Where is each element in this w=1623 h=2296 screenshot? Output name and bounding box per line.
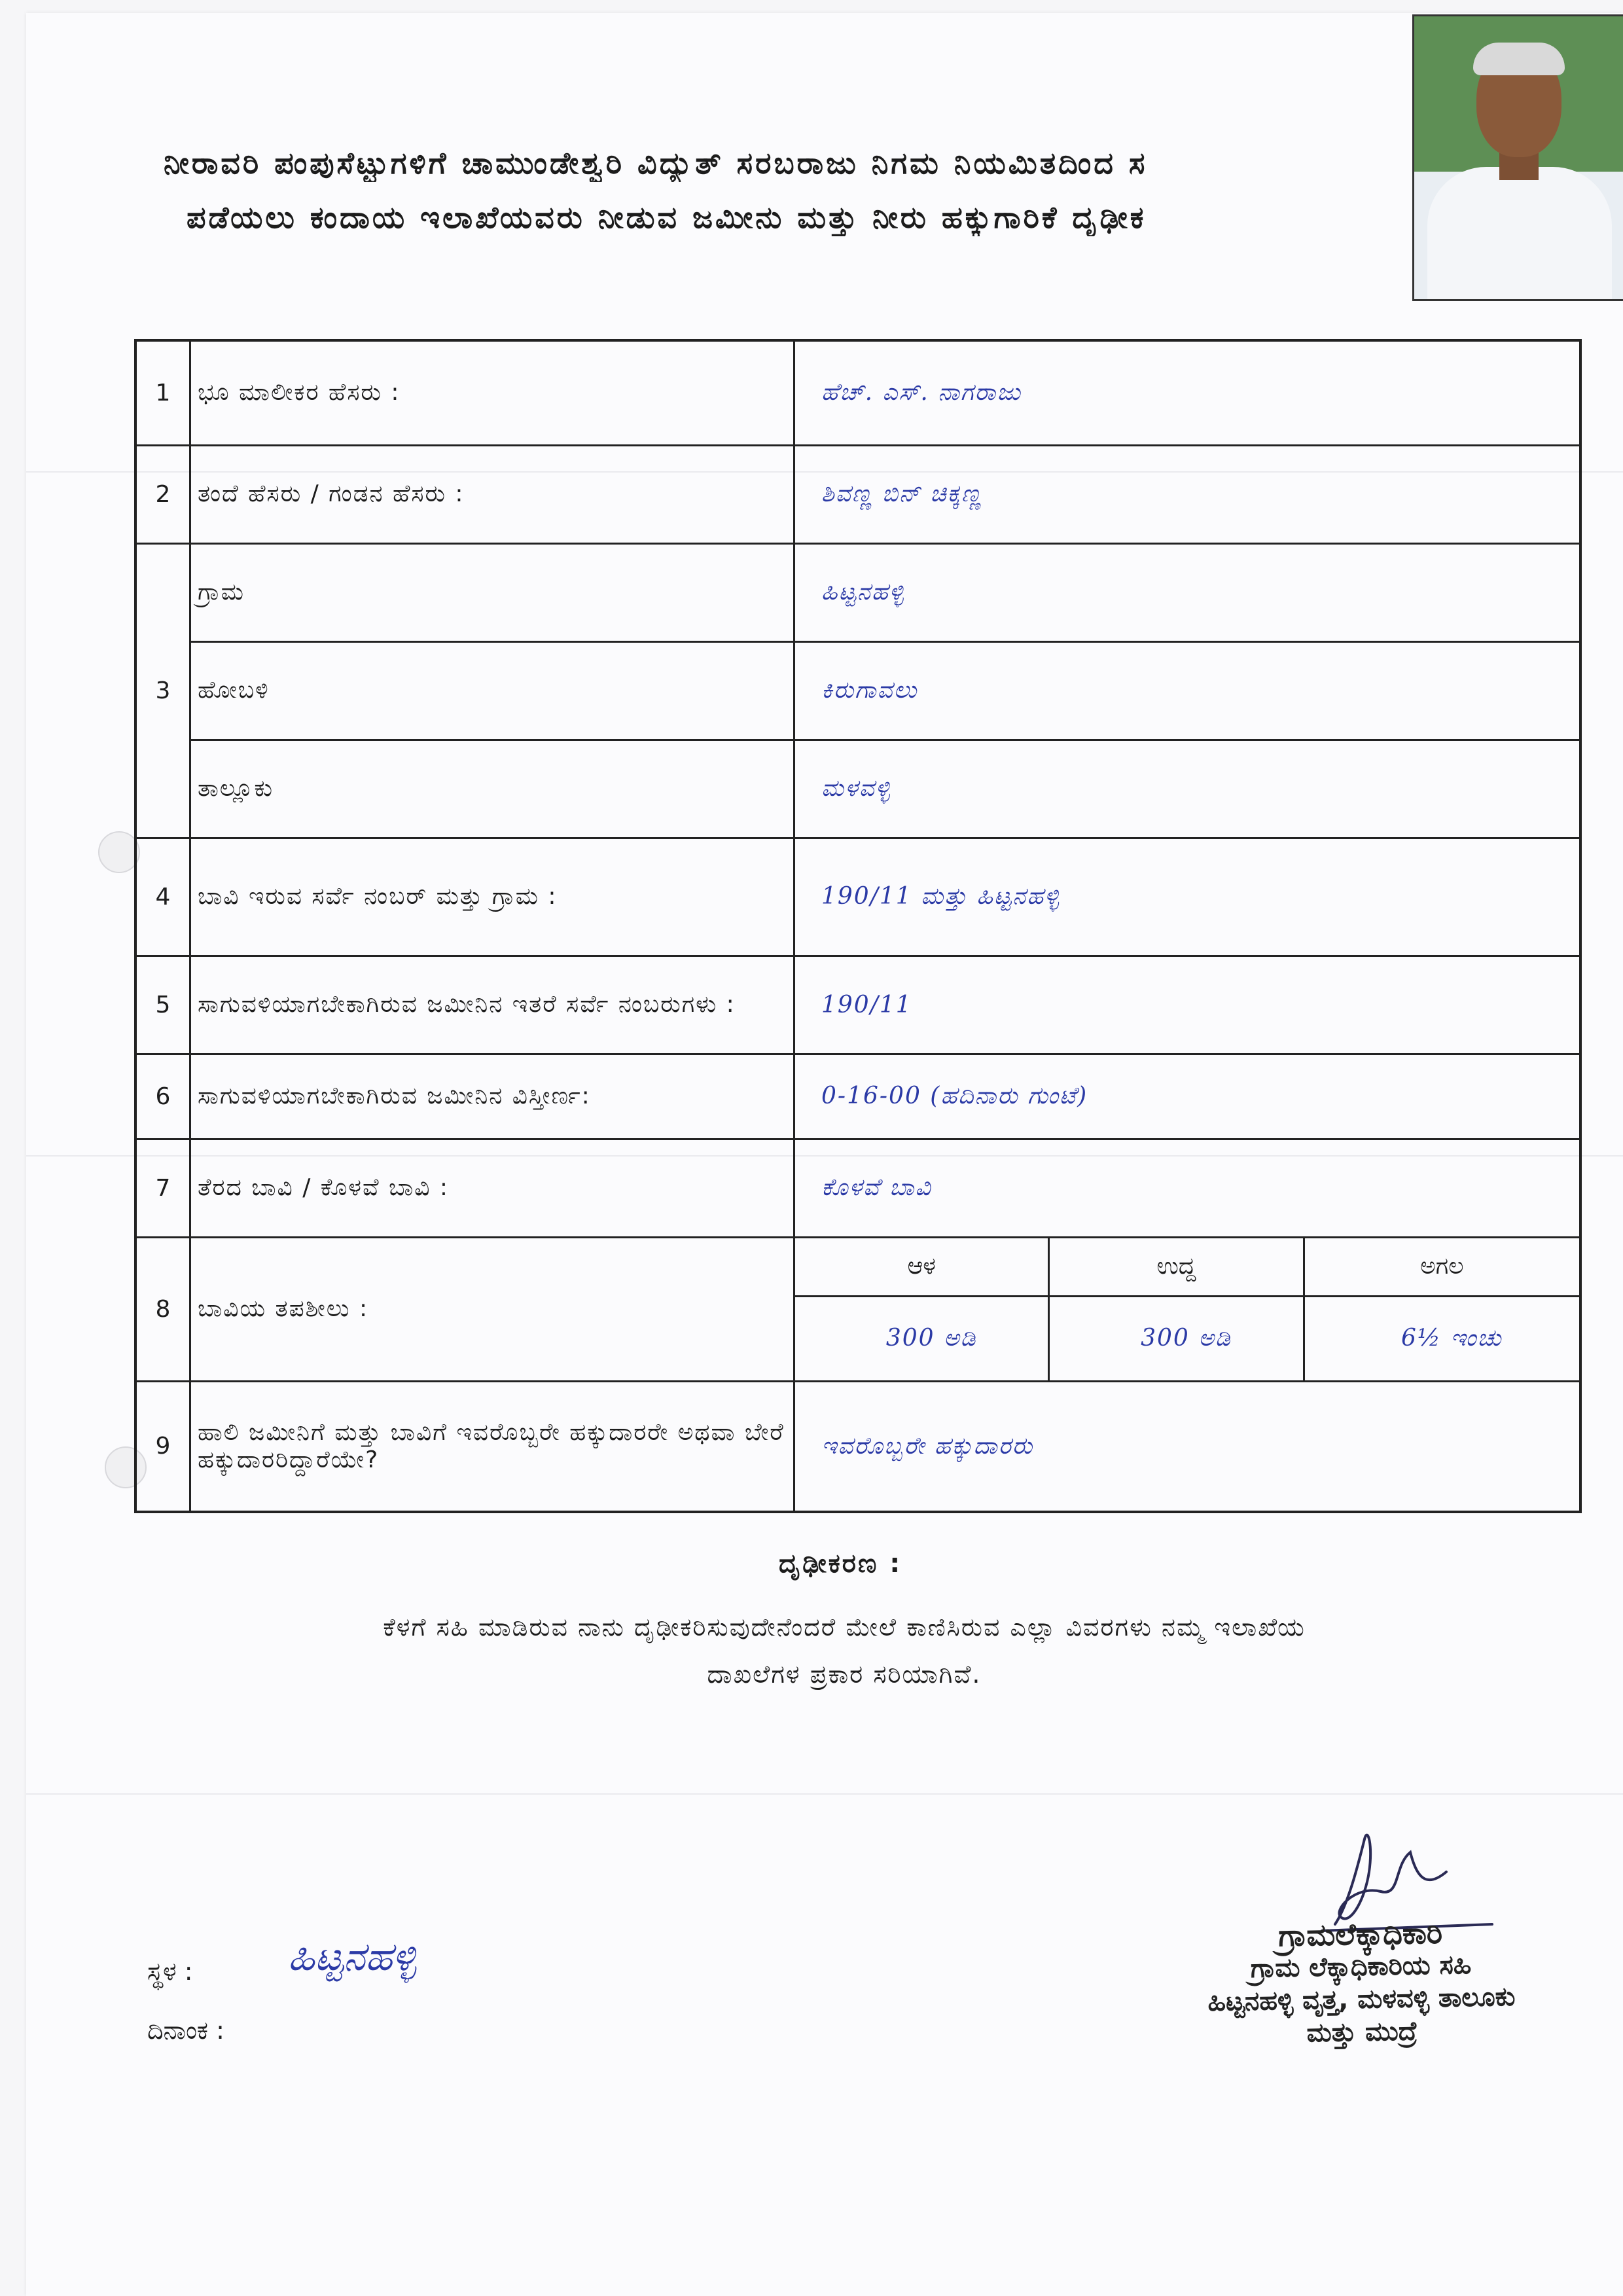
- row-number: 6: [135, 1054, 190, 1139]
- rights-holder-label: ಹಾಲಿ ಜಮೀನಿಗೆ ಮತ್ತು ಬಾವಿಗೆ ಇವರೊಬ್ಬರೇ ಹಕ್ಕುದಾರರೇ ಅಥವಾ ಬೇರೆ ಹಕ್ಕುದಾರರಿದ್ದಾರೆಯೇ?: [190, 1381, 794, 1512]
- stamp-line-4: ಮತ್ತು ಮುದ್ರೆ: [1306, 2016, 1418, 2049]
- certification-line-2: ದಾಖಲೆಗಳ ಪ್ರಕಾರ ಸರಿಯಾಗಿವೆ.: [707, 1660, 982, 1689]
- row-number: 7: [135, 1139, 190, 1237]
- owner-name-value: ಹೆಚ್. ಎಸ್. ನಾಗರಾಜು: [794, 340, 1581, 445]
- table-row: [135, 340, 1580, 445]
- well-survey-value: 190/11 ಮತ್ತು ಹಿಟ್ಟನಹಳ್ಳಿ: [794, 838, 1581, 956]
- stamp-line-3: ಹಿಟ್ಟನಹಳ್ಳಿ ವೃತ್ತ, ಮಳವಳ್ಳಿ ತಾಲೂಕು: [1207, 1981, 1516, 2018]
- width-header: ಅಗಲ: [1304, 1237, 1580, 1296]
- table-row: [135, 445, 1580, 543]
- place-value: ಹಿಟ್ಟನಹಳ್ಳಿ: [288, 1934, 417, 1980]
- width-value: 6½ ಇಂಚು: [1304, 1296, 1580, 1381]
- stamp-line-1: ಗ್ರಾಮಲೆಕ್ಕಾಧಿಕಾರಿ: [1277, 1914, 1443, 1954]
- well-type-label: ತೆರದ ಬಾವಿ / ಕೊಳವೆ ಬಾವಿ :: [190, 1139, 794, 1237]
- table-row: [135, 1139, 1580, 1237]
- length-value: 300 ಅಡಿ: [1049, 1296, 1304, 1381]
- stamp-line-2: ಗ್ರಾಮ ಲೆಕ್ಕಾಧಿಕಾರಿಯ ಸಹಿ: [1250, 1950, 1472, 1984]
- place-label: ಸ್ಥಳ :: [147, 1957, 193, 1986]
- date-label: ದಿನಾಂಕ :: [147, 2016, 224, 2045]
- table-row: [135, 740, 1580, 838]
- depth-header: ಆಳ: [794, 1237, 1049, 1296]
- row-number: 4: [135, 838, 190, 956]
- table-row: [135, 838, 1580, 956]
- father-name-value: ಶಿವಣ್ಣ ಬಿನ್ ಚಿಕ್ಕಣ್ಣ: [794, 445, 1581, 543]
- row-number: 8: [135, 1237, 190, 1381]
- row-number: 3: [135, 543, 190, 838]
- row-number: 5: [135, 956, 190, 1054]
- owner-name-label: ಭೂ ಮಾಲೀಕರ ಹೆಸರು :: [190, 340, 794, 445]
- well-details-label: ಬಾವಿಯ ತಪಶೀಲು :: [190, 1237, 794, 1381]
- table-row: [135, 641, 1580, 740]
- table-row: [135, 956, 1580, 1054]
- officer-stamp: [1137, 1914, 1584, 2053]
- certification-body: [196, 1604, 1492, 1698]
- village-label: ಗ್ರಾಮ: [190, 543, 794, 641]
- land-water-rights-table: [134, 339, 1582, 1513]
- well-type-value: ಕೊಳವೆ ಬಾವಿ: [794, 1139, 1581, 1237]
- taluk-label: ತಾಲ್ಲೂಕು: [190, 740, 794, 838]
- table-row: [135, 1237, 1580, 1296]
- taluk-value: ಮಳವಳ್ಳಿ: [794, 740, 1581, 838]
- land-area-value: 0-16-00 (ಹದಿನಾರು ಗುಂಟೆ): [794, 1054, 1581, 1139]
- land-area-label: ಸಾಗುವಳಿಯಾಗಬೇಕಾಗಿರುವ ಜಮೀನಿನ ವಿಸ್ತೀರ್ಣ:: [190, 1054, 794, 1139]
- table-row: [135, 543, 1580, 641]
- rights-holder-value: ಇವರೊಬ್ಬರೇ ಹಕ್ಕುದಾರರು: [794, 1381, 1581, 1512]
- row-number: 2: [135, 445, 190, 543]
- well-survey-label: ಬಾವಿ ಇರುವ ಸರ್ವೆ ನಂಬರ್ ಮತ್ತು ಗ್ರಾಮ :: [190, 838, 794, 956]
- table-row: [135, 1054, 1580, 1139]
- hobli-value: ಕಿರುಗಾವಲು: [794, 641, 1581, 740]
- table-row: [135, 1381, 1580, 1512]
- row-number: 9: [135, 1381, 190, 1512]
- depth-value: 300 ಅಡಿ: [794, 1296, 1049, 1381]
- certification-title: ದೃಢೀಕರಣ :: [779, 1549, 902, 1579]
- hobli-label: ಹೋಬಳಿ: [190, 641, 794, 740]
- paper-crease: [26, 1793, 1623, 1795]
- applicant-photo: [1412, 14, 1623, 301]
- length-header: ಉದ್ದ: [1049, 1237, 1304, 1296]
- father-name-label: ತಂದೆ ಹೆಸರು / ಗಂಡನ ಹೆಸರು :: [190, 445, 794, 543]
- other-survey-label: ಸಾಗುವಳಿಯಾಗಬೇಕಾಗಿರುವ ಜಮೀನಿನ ಇತರೆ ಸರ್ವೆ ನಂಬರುಗಳು :: [190, 956, 794, 1054]
- row-number: 1: [135, 340, 190, 445]
- heading-line-2: ಪಡೆಯಲು ಕಂದಾಯ ಇಲಾಖೆಯವರು ನೀಡುವ ಜಮೀನು ಮತ್ತು ನೀರು ಹಕ್ಕುಗಾರಿಕೆ ದೃಢೀಕ: [187, 200, 1147, 235]
- heading-line-1: ನೀರಾವರಿ ಪಂಪುಸೆಟ್ಟುಗಳಿಗೆ ಚಾಮುಂಡೇಶ್ವರಿ ವಿದ್ಯುತ್ ಸರಬರಾಜು ನಿಗಮ ನಿಯಮಿತದಿಂದ ಸ: [164, 145, 1148, 181]
- certification-line-1: ಕೆಳಗೆ ಸಹಿ ಮಾಡಿರುವ ನಾನು ದೃಢೀಕರಿಸುವುದೇನೆಂದರೆ ಮೇಲೆ ಕಾಣಿಸಿರುವ ಎಲ್ಲಾ ವಿವರಗಳು ನಮ್ಮ ಇಲಾಖೆಯ: [383, 1613, 1306, 1641]
- other-survey-value: 190/11: [794, 956, 1581, 1054]
- village-value: ಹಿಟ್ಟನಹಳ್ಳಿ: [794, 543, 1581, 641]
